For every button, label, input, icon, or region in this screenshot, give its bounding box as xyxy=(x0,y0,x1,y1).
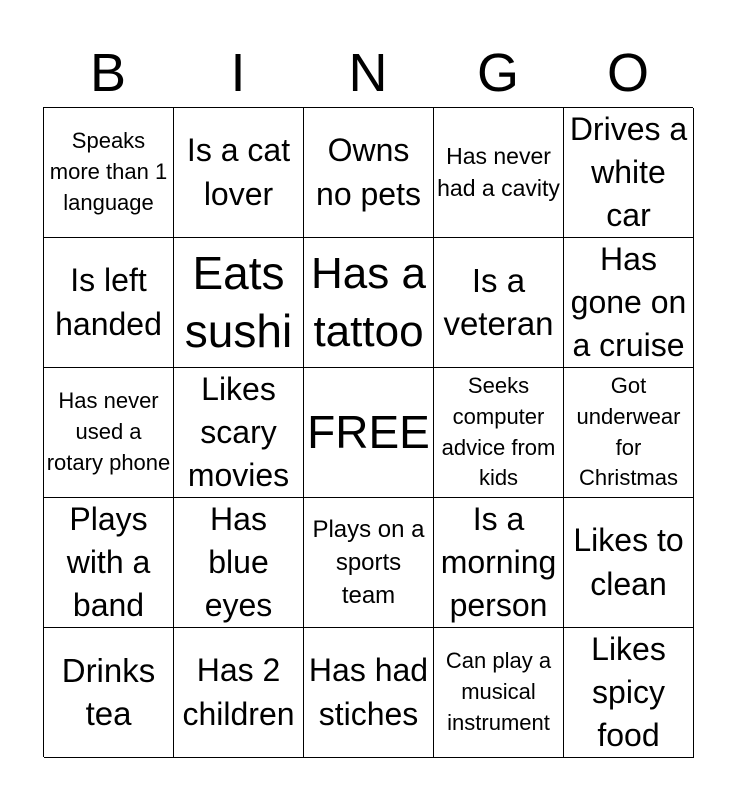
header-letter-o: O xyxy=(606,43,649,103)
bingo-cell[interactable]: Is left handed xyxy=(44,238,174,368)
header-letter-b: B xyxy=(89,43,127,103)
bingo-cell[interactable]: Has had stiches xyxy=(304,628,434,758)
bingo-cell[interactable]: Plays with a band xyxy=(44,498,174,628)
bingo-cell[interactable]: Plays on a sports team xyxy=(304,498,434,628)
bingo-grid xyxy=(43,107,693,757)
bingo-cell[interactable]: Likes to clean xyxy=(564,498,694,628)
bingo-cell[interactable]: Has 2 children xyxy=(174,628,304,758)
bingo-cell[interactable]: Has a tattoo xyxy=(304,238,434,368)
bingo-cell[interactable]: Seeks computer advice from kids xyxy=(434,368,564,498)
bingo-cell[interactable]: Has blue eyes xyxy=(174,498,304,628)
bingo-header xyxy=(43,40,693,106)
bingo-cell[interactable]: Got underwear for Christmas xyxy=(564,368,694,498)
bingo-cell[interactable]: Owns no pets xyxy=(304,108,434,238)
header-letter-n: N xyxy=(348,43,388,103)
bingo-cell[interactable]: Likes scary movies xyxy=(174,368,304,498)
bingo-cell[interactable]: Is a cat lover xyxy=(174,108,304,238)
header-letter-i: I xyxy=(230,43,246,103)
bingo-cell[interactable]: Likes spicy food xyxy=(564,628,694,758)
bingo-cell[interactable]: Is a veteran xyxy=(434,238,564,368)
bingo-cell[interactable]: Can play a musical instrument xyxy=(434,628,564,758)
bingo-cell[interactable]: Is a morning person xyxy=(434,498,564,628)
header-letter-g: G xyxy=(476,43,519,103)
free-space[interactable]: FREE xyxy=(304,368,434,498)
bingo-cell[interactable]: Drives a white car xyxy=(564,108,694,238)
bingo-cell[interactable]: Has never used a rotary phone xyxy=(44,368,174,498)
bingo-cell[interactable]: Has gone on a cruise xyxy=(564,238,694,368)
bingo-cell[interactable]: Speaks more than 1 language xyxy=(44,108,174,238)
bingo-cell[interactable]: Has never had a cavity xyxy=(434,108,564,238)
bingo-cell[interactable]: Drinks tea xyxy=(44,628,174,758)
bingo-cell[interactable]: Eats sushi xyxy=(174,238,304,368)
